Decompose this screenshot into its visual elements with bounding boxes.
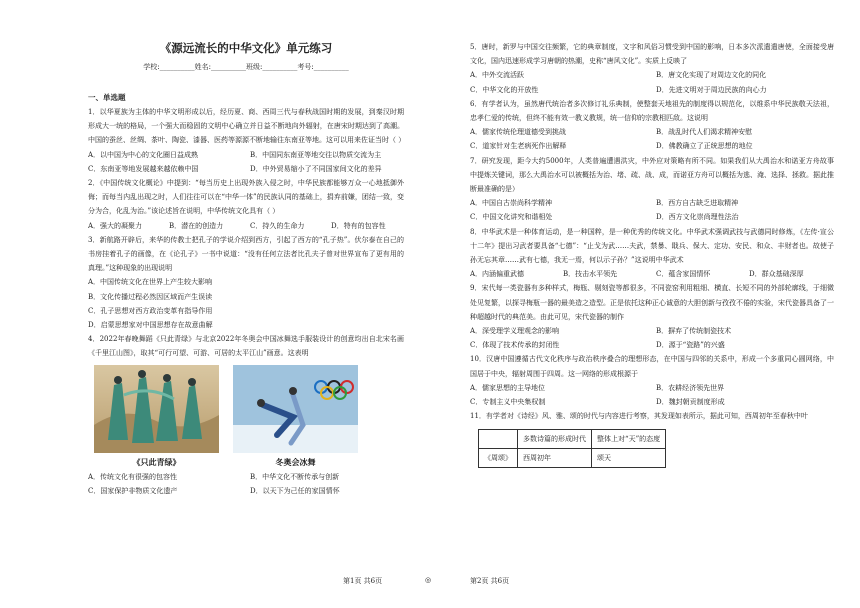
question-options [88,219,404,233]
footer-page-left: 第1页 共6页 [343,577,383,585]
option-d[interactable]: D．魏封朝贡制度形成 [656,398,725,407]
question-options [88,470,404,498]
question-stem: 7．研究发现，距今大约5000年，人类普遍遭遇洪灾，中外应对策略有所不同。如果我们从大禹治水和诺亚方舟故事中提炼关键词，那么大禹治水可以被概括为治、堵、疏、战、成，而诺亚方舟可以概括为逃、淹、选择、拯救。据此推断最准确的是） [470,156,834,194]
question-8 [470,225,834,282]
option-b[interactable]: B．农耕经济领先世界 [656,383,725,392]
question-4 [88,332,404,498]
option-a[interactable]: A．中国自古崇尚科学精神 [470,199,553,208]
table-cell: 《周颂》 [479,449,518,468]
option-a[interactable]: A．深受理学义理观念的影响 [470,327,560,336]
option-b[interactable]: B．摒弃了传统制瓷技术 [656,327,732,336]
option-d[interactable]: D．启蒙思想家对中国思想存在故意曲解 [88,321,213,330]
exam-title: 《源远流长的中华文化》单元练习 [159,41,333,55]
table-header-row [479,430,666,449]
table-header-cell: 整体上对“天”的态度 [592,430,666,449]
image-dance [94,365,219,468]
option-c[interactable]: C．持久的生命力 [250,221,305,230]
question-6 [470,97,834,154]
option-d[interactable]: D．特有的包容性 [331,221,386,230]
option-a[interactable]: A．中国传统文化在世界上产生较大影响 [88,278,213,287]
question-5 [470,40,834,97]
option-b[interactable]: B．技击水平领先 [563,270,618,279]
option-d[interactable]: D．以天下为己任的家国情怀 [250,486,340,495]
dance-photo-icon [94,365,219,453]
question-images [94,365,404,468]
option-c[interactable]: C．体现了技术传承的封闭性 [470,341,560,350]
option-d[interactable]: D．中外贸易缩小了不同国家间文化的差异 [250,164,382,173]
option-c[interactable]: C．专制主义中央集权制 [470,398,546,407]
question-9 [470,281,834,352]
question-options [470,196,834,224]
question-11 [470,409,834,468]
image-caption: 《只此青绿》 [132,456,181,467]
student-info-line: 学校:__________姓名:__________班级:__________考号:__________ [143,63,349,71]
question-options [470,125,834,153]
option-b[interactable]: B．文化传播过程必然因区域而产生误读 [88,292,213,301]
question-stem: 11．有学者对《诗经》风、雅、颂的时代与内容进行考察，其发现如表所示，据此可知，西周初年至春秋中叶 [470,412,808,421]
option-a[interactable]: A．儒家传统伦理道德受到挑战 [470,128,567,137]
option-a[interactable]: A．儒家思想的主导地位 [470,383,546,392]
option-d[interactable]: D．群众基础深厚 [749,270,804,279]
option-a[interactable]: A．中外交流活跃 [470,71,525,80]
option-b[interactable]: B．中国同东南亚等地交往以物质交流为主 [250,150,382,159]
question-stem: 2．《中国传统文化概论》中提到：“每当历史上出现外族入侵之时，中华民族都能够万众一心地抵御外侮；而每当内乱出现之时，人们往往可以在“中华一体”的民族认同的基础上，捐弃前嫌，团结一致，变分为合，化乱为治。”该论述旨在说明，中华传统文化具有（ ） [88,179,404,216]
option-b[interactable]: B．潜在的创造力 [169,221,224,230]
option-c[interactable]: C．中国文化讲究和谐相处 [470,213,553,222]
question-stem: 3．新航路开辟后，来华的传教士把孔子的学说介绍到西方，引起了西方的“孔子热”。伏尔泰在自己的书房挂着孔子的画像，在《论孔子》一书中说道：“没有任何立法者比孔夫子曾对世界宣布了更有用的真理。”这种现象的出现说明 [88,235,404,273]
option-b[interactable]: B．战乱时代人们渴求精神安慰 [656,128,753,137]
question-options [88,275,404,332]
option-d[interactable]: D．佛教确立了正统思想的地位 [656,142,753,151]
option-c[interactable]: C．东南亚等地发展越来越依赖中国 [88,164,199,173]
image-caption: 冬奥会冰舞 [275,456,316,467]
question-options [88,148,404,176]
ice-dance-photo-icon [233,365,358,453]
question-stem: 1．以华夏族为主体的中华文明形成以后，经历夏、商、西周三代与春秋战国时期的发展，到秦汉时期形成大一统的格局，一个强大而稳固的文明中心确立并日益不断地向外辐射，在唐宋时期达到了高潮。中国的蚕丝、丝绸、茶叶、陶瓷、漆器、医药等源源不断地输往东南亚等地。这可以用来佐证当时（ ） [88,108,406,145]
option-a[interactable]: A．内涵偏重武德 [470,270,525,279]
question-stem: 4．2022年春晚舞蹈《只此青绿》与北京2022年冬奥会中国冰舞选手服装设计的创意均出自北宋名画《千里江山图》，取其“可行可望、可游、可居的太平江山”画意。这表明 [88,335,404,358]
question-stem: 9．宋代每一类瓷器有多种样式，梅瓶、剔刻瓷等都很多，不同瓷窑利用粗细、横直、长短不同的外部轮廓线，于细微处见复繁，以探寻梅瓶一器的最美造之造型。正是依托这种正心诚意的大胆创新与孜孜不倦的实验，宋代瓷器具备了一种超越时代的典范美。由此可见，宋代瓷器的制作 [470,284,834,321]
option-c[interactable]: C．蕴含家国情怀 [656,270,711,279]
question-stem: 8．中华武术是一种体育运动，是一种国粹，是一种优秀的传统文化。中华武术强调武技与武德同时修炼，《左传·宣公十二年》提出习武者要具备“七德”：“止戈为武……夫武，禁暴、戢兵、保大、定功、安民、和众、丰财者也。故使子孙无忘其章……武有七德，我无一焉，何以示子孙？”这说明中华武术 [470,227,834,265]
table-row [479,449,666,468]
option-c[interactable]: C．孔子思想对西方政治变革有指导作用 [88,306,213,315]
question-options [470,68,834,96]
option-a[interactable]: A．以中国为中心的文化圈日益成熟 [88,150,199,159]
option-d[interactable]: D．源于“瓷路”的兴盛 [656,341,725,350]
footer-center-mark: ◎ [425,576,432,584]
table-cell: 西周初年 [518,449,592,468]
question-stem: 6．有学者认为，虽然唐代统治者多次修订礼乐典制，使整套天地祖先的制度得以规范化，以维系中华民族敬天法祖，忠孝仁爱的传统，但终不能有效一教义教规，统一信仰的宗教相匹敌。这说明 [470,99,834,123]
footer-page-right: 第2页 共6页 [470,577,510,585]
question-3 [88,233,404,332]
table-cell: 颂天 [592,449,666,468]
question-1 [88,105,404,176]
option-a[interactable]: A．传统文化有很强的包容性 [88,472,178,481]
image-ice-dance [233,365,358,468]
question-2 [88,176,404,233]
question-10 [470,352,834,409]
right-page [430,0,860,608]
poetry-table [478,429,666,468]
question-7 [470,154,834,225]
question-options [470,324,834,352]
option-c[interactable]: C．中华文化的开放性 [470,85,539,94]
question-options [470,267,834,281]
option-b[interactable]: B．中华文化不断传承与创新 [250,472,340,481]
option-c[interactable]: C．道家针对生老病死作出解释 [470,142,567,151]
option-d[interactable]: D．西方文化崇尚理性法治 [656,213,739,222]
table-header-cell: 多数诗篇的形成时代 [518,430,592,449]
section-heading: 一、单选题 [88,93,126,102]
option-d[interactable]: D．先进文明对于周边民族的向心力 [656,85,767,94]
table-header-cell [479,430,518,449]
option-b[interactable]: B．唐文化实现了对周边文化的同化 [656,71,767,80]
question-stem: 5．唐时，新罗与中国交往频繁，它的典章制度，文字和风俗习惯受到中国的影响，日本多次派遣遣唐使，全面接受唐文化，国内迅速形成学习唐朝的热潮，史称“唐风文化”。实质上反映了 [470,43,834,66]
question-stem: 10．汉唐中国遵循古代文化秩序与政治秩序叠合的理想形态，在中国与四邻的关系中，形成一个多重同心圆网络，中国居于中央，辐射周围于四周。这一网络的形成根源于 [470,355,834,378]
option-c[interactable]: C．国家保护非物质文化遗产 [88,486,178,495]
question-options [470,381,834,409]
option-a[interactable]: A．强大的凝聚力 [88,221,143,230]
option-b[interactable]: B．西方自古缺乏进取精神 [656,199,739,208]
